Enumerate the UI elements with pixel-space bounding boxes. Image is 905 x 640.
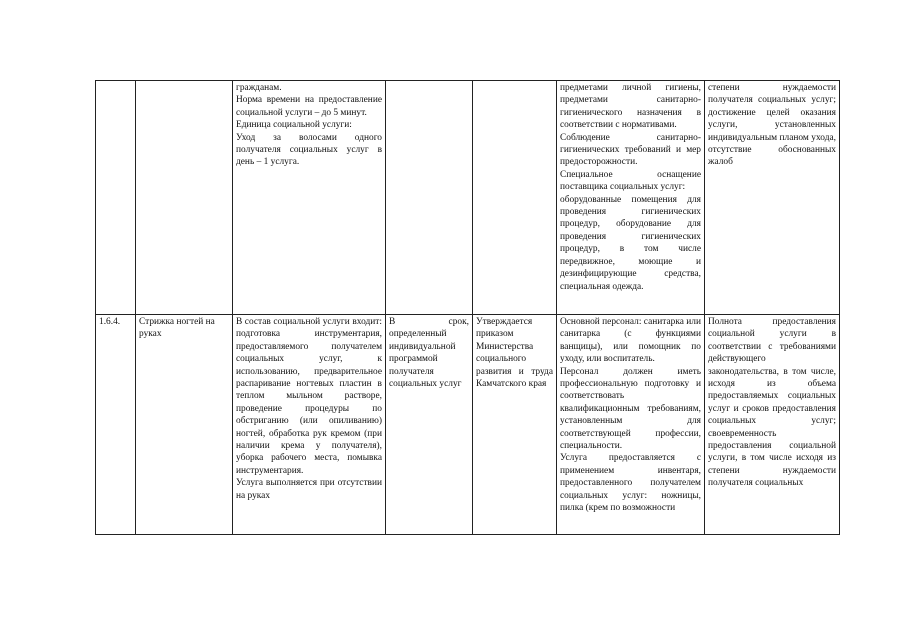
service-content-cell: [233, 81, 386, 315]
service-legal-cell: [473, 81, 557, 315]
service-term: В срок, определенный индивидуальной программой получателя социальных услуг: [389, 317, 469, 390]
service-term-cell: [386, 315, 473, 535]
service-conditions-cell: [557, 315, 705, 535]
service-term-cell: [386, 81, 473, 315]
service-name-cell: [136, 81, 233, 315]
service-legal-cell: [473, 315, 557, 535]
table-row: [96, 315, 840, 535]
service-number-cell: [96, 315, 136, 535]
service-number-cell: [96, 81, 136, 315]
content-paragraph: В состав социальной услуги входит: подготовка инструментария, предоставляемого получателем социальных услуг, к использованию, предварительное распаривание ногтевых пластин в теплом мыльном растворе, проведение процедуры по обстриганию (или опиливанию) ногтей, обработка рук кремом (при наличии крема у получателя), уборка рабочего места, помывка инструментария.: [236, 317, 382, 476]
conditions-paragraph: Услуга предоставляется с применением инвентаря, предоставленного получателем социальных услуг: ножницы, пилка (крем по возможности: [560, 453, 701, 514]
services-standard-table: [95, 80, 840, 535]
content-paragraph: Услуга выполняется при отсутствии на руках: [236, 478, 382, 501]
service-quality-cell: [705, 315, 840, 535]
table-row: [96, 81, 840, 315]
conditions-paragraph: Соблюдение санитарно-гигиенических требований и мер предосторожности.: [560, 132, 701, 168]
conditions-paragraph: оборудованные помещения для проведения гигиенических процедур, оборудование для проведения гигиенических процедур, в том числе передвижное, моющие и дезинфицирующие средства, специальная одежда.: [560, 194, 701, 292]
conditions-paragraph: предметами личной гигиены, предметами санитарно-гигиенического назначения в соответствии с нормативами.: [560, 83, 701, 131]
content-paragraph: Уход за волосами одного получателя социальных услуг в день – 1 услуга.: [236, 132, 382, 168]
service-name-cell: [136, 315, 233, 535]
conditions-paragraph: Специальное оснащение поставщика социальных услуг:: [560, 169, 701, 193]
conditions-paragraph: Персонал должен иметь профессиональную подготовку и соответствовать квалификационным требованиям, установленным для соответствующей профессии, специальности.: [560, 366, 701, 452]
content-paragraph: Единица социальной услуги:: [236, 120, 352, 131]
quality-paragraph: степени нуждаемости получателя социальных услуг; достижение целей оказания услуги, установленных индивидуальным планом ухода, отсутствие обоснованных жалоб: [708, 83, 836, 168]
service-content-cell: [233, 315, 386, 535]
service-number: 1.6.4.: [99, 317, 121, 327]
service-conditions-cell: [557, 81, 705, 315]
service-quality-cell: [705, 81, 840, 315]
content-paragraph: гражданам.: [236, 83, 282, 93]
content-paragraph: Норма времени на предоставление социальной услуги – до 5 минут.: [236, 95, 382, 118]
service-legal-basis: Утверждается приказом Министерства социального развития и труда Камчатского края: [476, 317, 553, 390]
quality-paragraph: Полнота предоставления социальной услуги в соответствии с требованиями действующего законодательства, в том числе, исходя из объема предоставляемых социальных услуг и сроков предоставления социальных услуг; своевременность предоставления социальной услуги, в том числе исходя из степени нуждаемости получателя социальных: [708, 317, 836, 489]
conditions-paragraph: Основной персонал: санитарка или санитарка (с функциями ванщицы), или помощник по уходу, или воспитатель.: [560, 317, 701, 365]
service-name: Стрижка ногтей на руках: [139, 317, 215, 340]
